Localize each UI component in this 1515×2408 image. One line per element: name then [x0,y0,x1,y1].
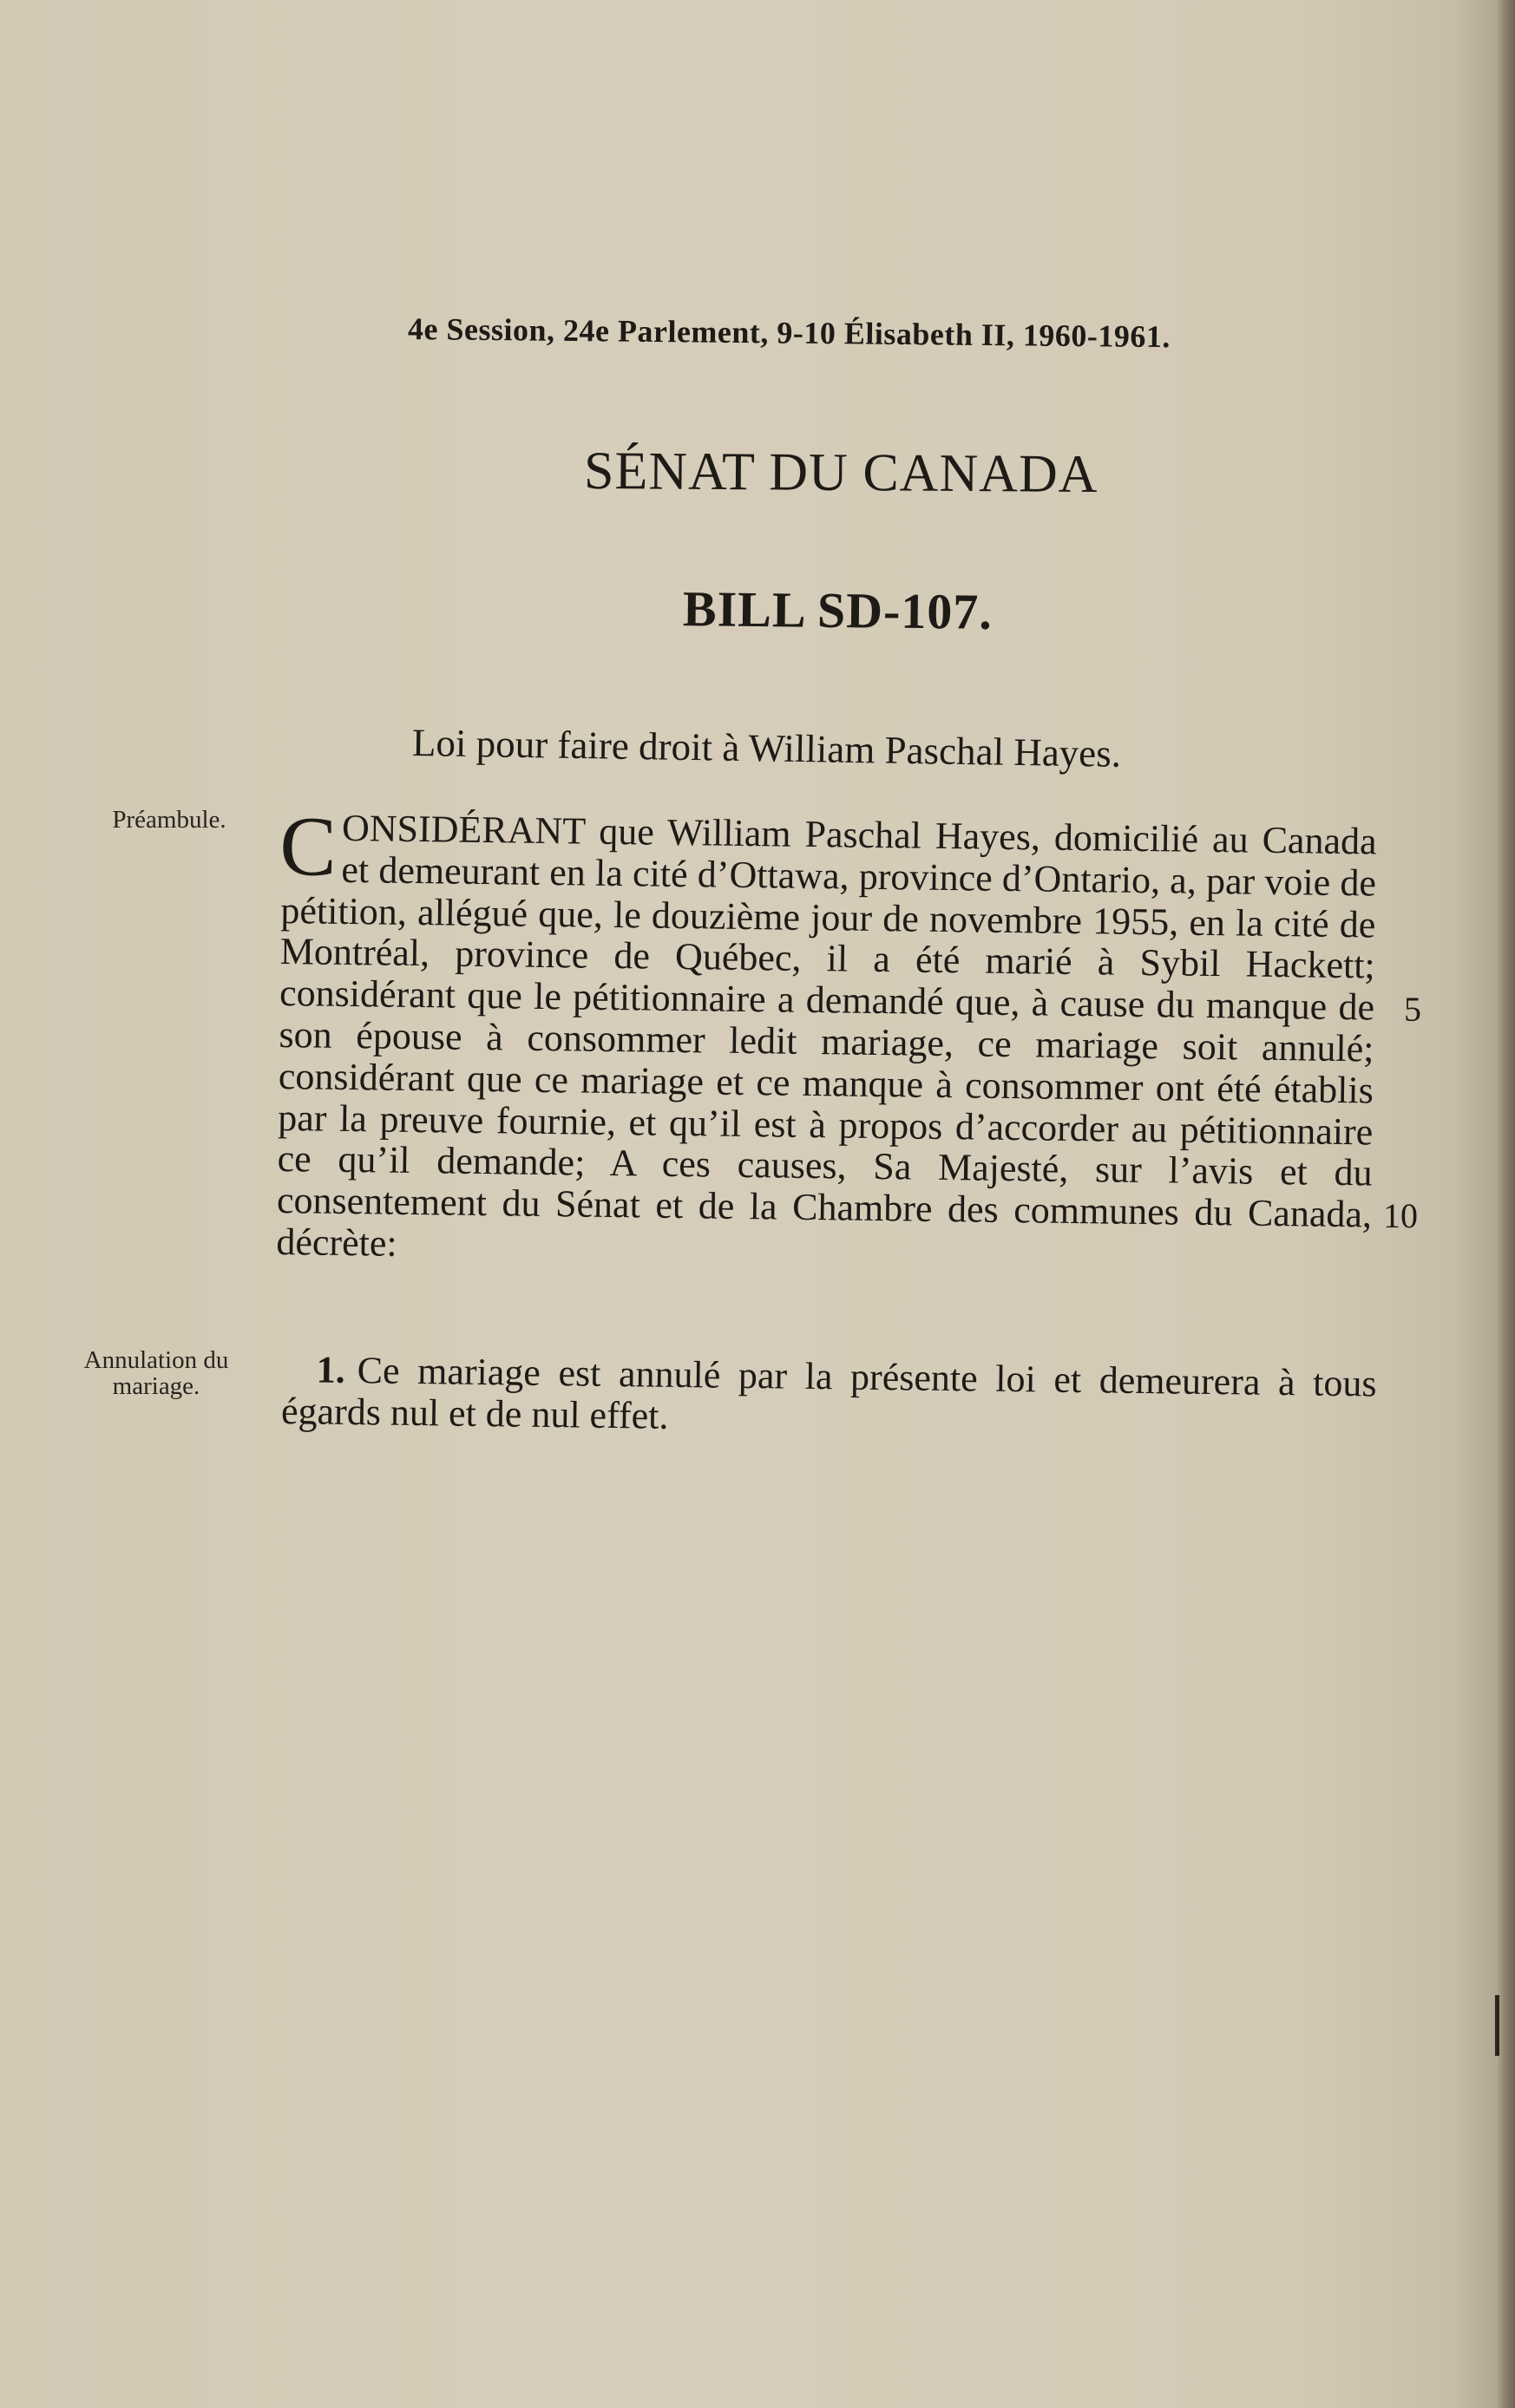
margin-note-annulation: Annulation du mariage. [83,1346,229,1400]
bill-number [0,581,1515,639]
line-number-5: 5 [1404,990,1421,1029]
chamber-title-text: SÉNAT DU CANADA [583,441,1099,505]
section-number: 1. [316,1348,346,1391]
section-1-text: Ce mariage est annulé par la présente loi et demeurera à tous égards nul et de nul effet. [280,1349,1377,1437]
line-number-10: 10 [1383,1196,1418,1235]
margin-note-preamble: Préambule. [112,806,226,834]
chamber-title [0,442,1515,504]
bill-title: Loi pour faire droit à William Paschal Hayes. [411,721,1122,775]
session-line: 4e Session, 24e Parlement, 9-10 Élisabeth II, 1960-1961. [407,311,1171,355]
bill-number-text: BILL SD-107. [682,580,993,640]
section-1-paragraph [281,1349,1377,1446]
preamble-paragraph [276,799,1377,1277]
preamble-text: ONSIDÉRANT que William Paschal Hayes, domicilié au Canada et demeurant en la cité d’Ottawa, province d’Ontario, a, par voie de pétition, allégué que, le douzième jour de novembre 1955, en la cité de Montréal, province de Québec, il a été marié à Sybil Hackett; considérant que le pétitionnaire a demandé que, à cause du manque de son épouse à consommer ledit mariage, ce mariage soit annulé; considérant que ce mariage et ce manque à consommer ont été établis par la preuve fournie, et qu’il est à propos d’accorder au pétitionnaire ce qu’il demande; A ces causes, Sa Majesté, sur l’avis et du consentement du Sénat et de la Chambre des communes du Canada, décrète: [276,806,1377,1265]
binding-mark [1495,1995,1499,2056]
drop-cap: C [279,799,338,894]
